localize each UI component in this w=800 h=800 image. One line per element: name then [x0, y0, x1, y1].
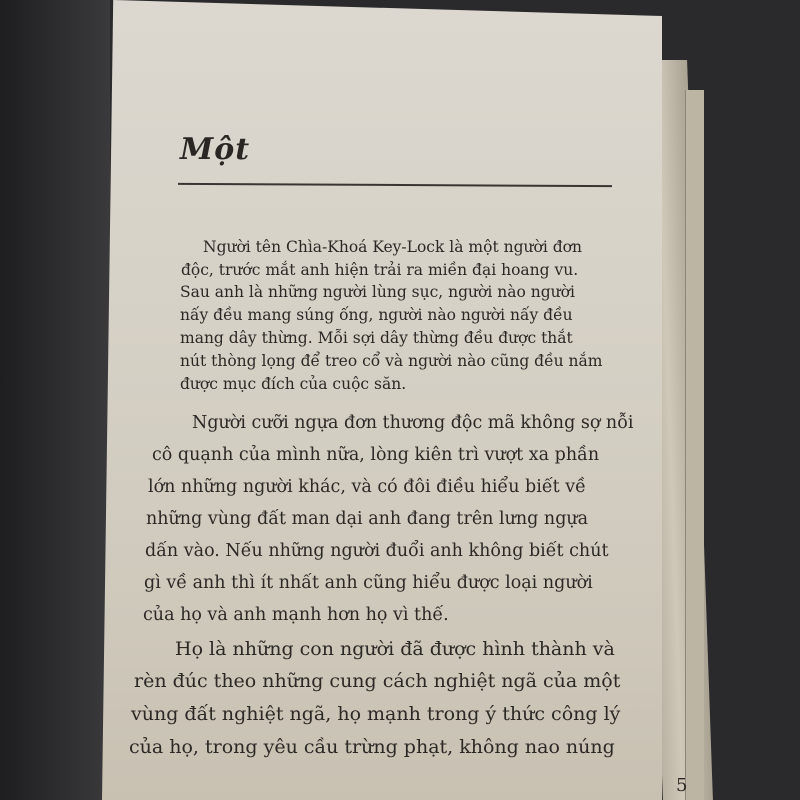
text-line: gì về anh thì ít nhất anh cũng hiểu được loại người [144, 573, 593, 593]
text-line: những vùng đất man dại anh đang trên lưng ngựa [146, 509, 589, 529]
text-line: rèn đúc theo những cung cách nghiệt ngã của một [134, 670, 621, 692]
background-dark [0, 0, 110, 800]
text-line: nút thòng lọng để treo cổ và người nào cũng đều nắm [180, 352, 603, 370]
text-line: Sau anh là những người lùng sục, người nào người [180, 283, 575, 301]
text-line: độc, trước mắt anh hiện trải ra miền đại hoang vu. [181, 261, 579, 279]
text-line: của họ và anh mạnh hơn họ vì thế. [143, 605, 449, 625]
page-number: 5 [676, 775, 688, 796]
chapter-title: Một [180, 132, 251, 167]
text-line: cô quạnh của mình nữa, lòng kiên trì vượt xa phần [152, 445, 600, 465]
text-line: mang dây thừng. Mỗi sợi dây thừng đều được thắt [180, 329, 573, 347]
text-line: Người cưỡi ngựa đơn thương độc mã không sợ nỗi [192, 413, 634, 433]
page-edge [685, 90, 704, 800]
text-line: vùng đất nghiệt ngã, họ mạnh trong ý thức công lý [131, 703, 621, 725]
text-line: Người tên Chìa-Khoá Key-Lock là một người đơn [203, 238, 582, 256]
text-line: dấn vào. Nếu những người đuổi anh không biết chút [145, 541, 609, 561]
text-line: lớn những người khác, và có đôi điều hiểu biết về [148, 477, 586, 497]
text-line: của họ, trong yêu cầu trừng phạt, không nao núng [129, 736, 615, 758]
text-line: nấy đều mang súng ống, người nào người nấy đều [180, 306, 573, 324]
text-line: được mục đích của cuộc săn. [180, 375, 407, 393]
text-line: Họ là những con người đã được hình thành và [175, 638, 615, 660]
